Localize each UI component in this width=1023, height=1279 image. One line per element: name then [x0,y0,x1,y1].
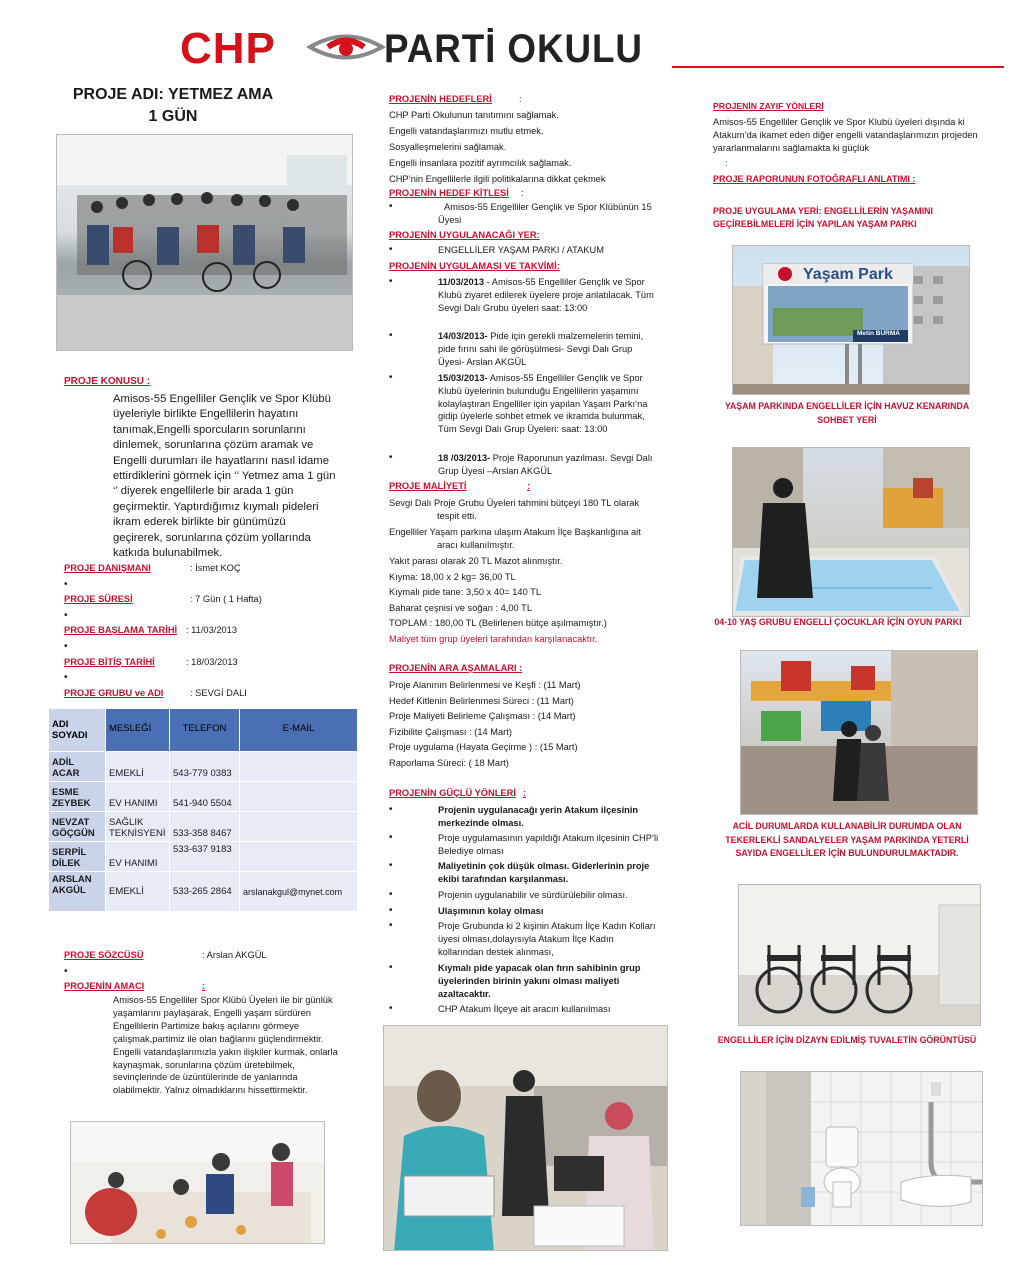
table-header-row [49,709,358,752]
takvim-label: PROJENİN UYGULAMASI VE TAKVİMİ: [389,261,560,271]
zayif-colon: : [725,158,728,168]
contacts-table [48,708,358,912]
wheelchairs-photo [738,884,981,1026]
list-item: Engelli insanlara pozitif ayrımcılık sağlamak. [389,157,572,168]
baslama-label: PROJE BAŞLAMA TARİHİ [64,625,178,636]
cell-phone: 543-779 0383 [170,752,240,782]
table-row [49,782,358,812]
grup-row [64,686,354,702]
guclu-item: Kıymalı pide yapacak olan fırın sahibinin grup üyelerinden birinin yakını olması maliyeti azaltacaktır. [438,963,641,999]
playground-photo-illustration [741,651,978,815]
colon: : [527,481,531,491]
maliyet-item: Kıymalı pide tane: 3,50 x 40= 140 TL [389,587,542,597]
table-header-cell: E-MAİL [240,709,358,752]
sure-row [64,592,354,608]
asama-item: Proje uygulama (Hayata Geçirme ) : (15 Mart) [389,742,578,753]
guclu-item: Proje uygulamasının yapıldığı Atakum ilçesinin CHP’li Belediye olması [438,833,659,856]
cell-email [240,812,358,842]
pool-photo [732,447,970,617]
bullet: • [64,672,68,684]
maliyet-list [389,497,659,646]
cell-name: NEVZAT GÖÇGÜN [49,812,106,842]
bitis-value: : 18/03/2013 [186,656,238,667]
header-divider [672,66,1004,68]
title-line-2: 1 GÜN [148,108,198,125]
cell-name: SERPİL DİLEK [49,842,106,872]
asama-item: Hedef Kitlenin Belirlenmesi Süreci : (11 Mart) [389,695,574,706]
pide-table-photo [70,1121,325,1244]
hedef-label: PROJENİN HEDEFLERİ [389,94,492,104]
danisman-label: PROJE DANIŞMANI [64,563,151,573]
bullet: • [64,965,68,977]
amac-text: Amisos-55 Engelliler Spor Klübü Üyeleri ile bir günlük yaşamlarını paylaşarak, Engelli yaşam sürdüren Engellilerin Partimize bakış açılarını görmeye çalışmak,partimiz ile olan bağlarını güçlendirmektir. Engelli vatandaşlarımızla yakın ilişkiler kurmak, onlarla kaynaşmak, sorunlarına çözüm üretebilmek, sevinçlerinde de üzüntülerinde de yanlarında olabilmektir. Yalnız olmadıklarını hissettirmektir. [113,995,338,1096]
bullet: • [64,640,68,652]
event-photo [383,1025,668,1251]
hedefler-block [389,92,659,201]
group-photo [56,134,353,351]
chp-logo-text: CHP [180,24,276,73]
cell-job: EMEKLİ [106,752,170,782]
asama-item: Proje Alanının Belirlenmesi ve Keşfi : (11 Mart) [389,680,581,690]
guclu-item: CHP Atakum İlçeye ait aracın kullanılması [438,1004,611,1014]
billboard-photo [732,245,970,395]
cell-job: EV HANIMI [106,842,170,872]
baslama-value: : 11/03/2013 [186,625,238,636]
maliyet-label: PROJE MALİYETİ [389,481,467,491]
takvim-text: - Amisos-55 Engelliler Gençlik ve Spor Klubü ziyaret edilerek üyelere proje anlatılacak. Tüm Sevgi Dalı Grubu üyeleri saat: 13:00 [438,277,654,313]
table-header-cell: MESLEĞİ [106,709,170,752]
table-row [49,842,358,872]
guclu-item: Projenin uygulanacağı yerin Atakum ilçesinin merkezinde olması. [438,805,639,828]
proje-konusu-text: Amisos-55 Engelliler Gençlik ve Spor Klübü üyeleriyle birlikte Engellilerin hayatını tanımak,Engelli sporcuların sorunlarını dinlemek, sorunlarına çözüm aramak ve Engelli durumları ile hayatlarını nasıl idame ettirdiklerini görmek için ‘’ Yetmez ama 1 gün ‘’ diyerek engellilerle bir arada 1 gün geçirmektir. Yaptırdığımız kıymalı pideleri ikram ederek birlikte bir günümüzü geçirerek, sorunlarına çözüm yollarında katkıda bulunabilmek. [113,393,336,560]
takvim-date: 15/03/2013- [438,373,488,383]
cell-phone: 533-265 2864 [170,872,240,912]
bitis-row [64,655,354,671]
bullet: • [389,330,393,341]
grup-label: PROJE GRUBU ve ADI [64,687,164,698]
caption-3: ACİL DURUMLARDA KULLANABİLİR DURUMDA OLAN TEKERLEKLİ SANDALYELER YAŞAM PARKINDA YETERLİ SAYIDA ENGELLİLER İÇİN BULUNDURULMAKTADIR. [725,821,969,858]
parti-okulu-logo-text: PARTİ OKULU [384,27,643,71]
colon: : [519,94,522,104]
guclu-label: PROJENİN GÜÇLÜ YÖNLERİ [389,788,516,798]
bullet: • [64,578,68,590]
maliyet-heading [389,481,530,491]
yer-text: ENGELLİLER YAŞAM PARKI / ATAKUM [438,245,605,255]
asama-list [389,678,659,772]
playground-photo [740,650,978,815]
takvim-item [438,276,660,314]
table-row [49,752,358,782]
bullet: • [389,452,393,463]
maliyet-note: Maliyet tüm grup üyeleri tarafından karşılanacaktır. [389,633,598,644]
guclu-item: Maliyetinin çok düşük olması. Giderlerinin proje ekibi tarafından karşılanması. [438,861,650,884]
billboard-name: Metin BURMA [857,330,900,337]
danisman-row [64,561,354,577]
pool-photo-illustration [733,448,970,617]
yer-label: PROJENİN UYGULANACAĞI YER: [389,230,540,240]
maliyet-item: TOPLAM : 180,00 TL (Belirlenen bütçe aşılmamıştır.) [389,618,607,628]
colon: : [521,188,524,198]
bullet: • [389,962,393,973]
guclu-item: Ulaşımının kolay olması [438,906,544,916]
takvim-date: 11/03/2013 [438,277,485,287]
rapor-label: PROJE RAPORUNUN FOTOĞRAFLI ANLATIMI : [713,174,916,184]
eye-logo-icon [306,30,386,64]
cell-phone: 533-358 8467 [170,812,240,842]
page-title [58,84,288,128]
bullet: • [389,920,393,931]
cell-phone: 533-637 9183 [170,842,240,872]
cell-email [240,782,358,812]
sure-value: : 7 Gün ( 1 Hafta) [190,594,262,605]
table-header-cell: ADI SOYADI [49,709,106,752]
takvim-text: Amisos-55 Engelliler Gençlik ve Spor Klubü üyelerinin bulunduğu Engellilerin yaşamını kolaylaştıran Engelliler için yapılan Yaşam Parkı’na gidip üyelerle sohbet etmek ve ikramda bulunmak, Tüm Sevgi Dalı Grup Üyeleri: saat: 13:00 [438,373,648,435]
amac-label: PROJENİN AMACI [64,981,145,992]
cell-job: SAĞLIK TEKNİSYENİ [106,812,170,842]
asama-item: Raporlama Süreci: ( 18 Mart) [389,757,509,768]
toilet-photo [740,1071,983,1226]
takvim-item [438,372,660,436]
bullet: • [389,905,393,916]
grup-value: : SEVGİ DALI [190,687,247,698]
cell-name: ADİL ACAR [49,752,106,782]
wheelchairs-photo-illustration [739,885,981,1026]
cell-email [240,752,358,782]
takvim-date: 14/03/2013- [438,331,488,341]
cell-name: ESME ZEYBEK [49,782,106,812]
takvim-text: Pide için gerekli malzemelerin temini, pide fırını sahi ile görüşülmesi- Sevgi Dalı Grup Üyesi- Arslan AKGÜL [438,331,644,367]
zayif-text: Amisos-55 Engelliler Gençlik ve Spor Klubü üyeleri dışında ki Atakum’da ikamet eden diğer engelli vatandaşlarımızın projeden yararlanmalarını sağlamakta ki güçlük [713,117,978,154]
caption-2: 04-10 YAŞ GRUBU ENGELLİ ÇOCUKLAR İÇİN OYUN PARKI [714,617,962,627]
sure-label: PROJE SÜRESİ [64,594,133,605]
zayif-label: PROJENİN ZAYIF YÖNLERİ [713,101,824,111]
asama-item: Fizibilite Çalışması : (14 Mart) [389,726,512,737]
proje-konusu-label: PROJE KONUSU : [64,376,151,387]
takvim-item [438,452,660,478]
cell-job: EV HANIMI [106,782,170,812]
list-item: CHP Parti Okulunun tanıtımını sağlamak. [389,109,559,120]
maliyet-item: Sevgi Dalı Proje Grubu Üyeleri tahmini bütçeyi 180 TL olarak tespit etti. [389,498,640,521]
list-item: Sosyalleşmelerini sağlamak. [389,141,507,152]
takvim-date: 18 /03/2013- [438,453,491,463]
maliyet-item: Yakıt parası olarak 20 TL Mazot alınmıştır. [389,556,563,566]
cell-job: EMEKLİ [106,872,170,912]
bullet: • [389,372,393,383]
cell-email [240,842,358,872]
bullet: • [389,201,393,212]
uygulama-yeri-label: PROJE UYGULAMA YERİ: ENGELLİLERİN YAŞAMINI GEÇİREBİLMELERİ İÇİN YAPILAN YAŞAM PARKI [713,206,933,229]
bullet: • [64,609,68,621]
table-row [49,872,358,912]
event-photo-illustration [384,1026,668,1251]
baslama-row [64,623,354,639]
list-item: CHP’nin Engellilerle ilgili politikalarına dikkat çekmek [389,173,606,184]
bullet: • [389,804,393,815]
cell-name: ARSLAN AKGÜL [49,872,106,912]
billboard-title: Yaşam Park [803,266,893,283]
pide-table-illustration [71,1122,325,1244]
caption-1: YAŞAM PARKINDA ENGELLİLER İÇİN HAVUZ KENARINDA SOHBET YERİ [724,401,970,425]
group-photo-illustration [57,135,353,351]
colon: : [523,788,527,798]
bullet: • [389,244,393,255]
bullet: • [389,276,393,287]
takvim-item [438,330,660,368]
cell-email: arslanakgul@mynet.com [240,872,358,912]
maliyet-item: Engelliler Yaşam parkına ulaşım Atakum İlçe Başkanlığına ait aracı kullanılmıştır. [389,527,641,550]
kitle-label: PROJENİN HEDEF KİTLESİ [389,188,509,198]
sozcu-value: : Arslan AKGÜL [202,950,267,960]
toilet-photo-illustration [741,1072,983,1226]
asama-label: PROJENİN ARA AŞAMALARI : [389,663,523,673]
guclu-item: Projenin uygulanabilir ve sürdürülebilir olması. [438,890,628,900]
maliyet-item: Kıyma: 18,00 x 2 kg= 36,00 TL [389,571,516,582]
bullet: • [389,889,393,900]
guclu-item: Proje Grubunda ki 2 kişinin Atakum İlçe Kadın Kolları üyesi olması,dolayısıyla Atakum İlçe Kadın kollarından destek alınması, [438,921,656,957]
kitle-text: Amisos-55 Engelliler Gençlik ve Spor Klübünün 15 Üyesi [438,202,652,225]
bullet: • [389,832,393,843]
caption-4: ENGELLİLER İÇİN DİZAYN EDİLMİŞ TUVALETİN GÖRÜNTÜSÜ [717,1035,977,1045]
bitis-label: PROJE BİTİŞ TARİHİ [64,656,155,667]
title-line-1: PROJE ADI: YETMEZ AMA [72,86,274,103]
asama-item: Proje Maliyeti Belirleme Çalışması : (14 Mart) [389,711,576,722]
table-row [49,812,358,842]
takvim-text: Proje Raporunun yazılması. Sevgi Dalı Grup Üyesi –Arslan AKGÜL [438,453,653,476]
project-details [64,561,354,701]
bullet: • [389,1003,393,1014]
sozcu-label: PROJE SÖZCÜSÜ [64,950,144,960]
guclu-heading [389,788,526,798]
maliyet-item: Baharat çeşnisi ve soğan : 4,00 TL [389,602,532,613]
sozcu-block [64,948,267,995]
cell-phone: 541-940 5504 [170,782,240,812]
amac-colon: : [202,981,206,992]
bullet: • [389,860,393,871]
list-item: Engelli vatandaşlarımızı mutlu etmek. [389,125,544,136]
danisman-value: : İsmet KOÇ [190,563,241,573]
table-header-cell: TELEFON [170,709,240,752]
